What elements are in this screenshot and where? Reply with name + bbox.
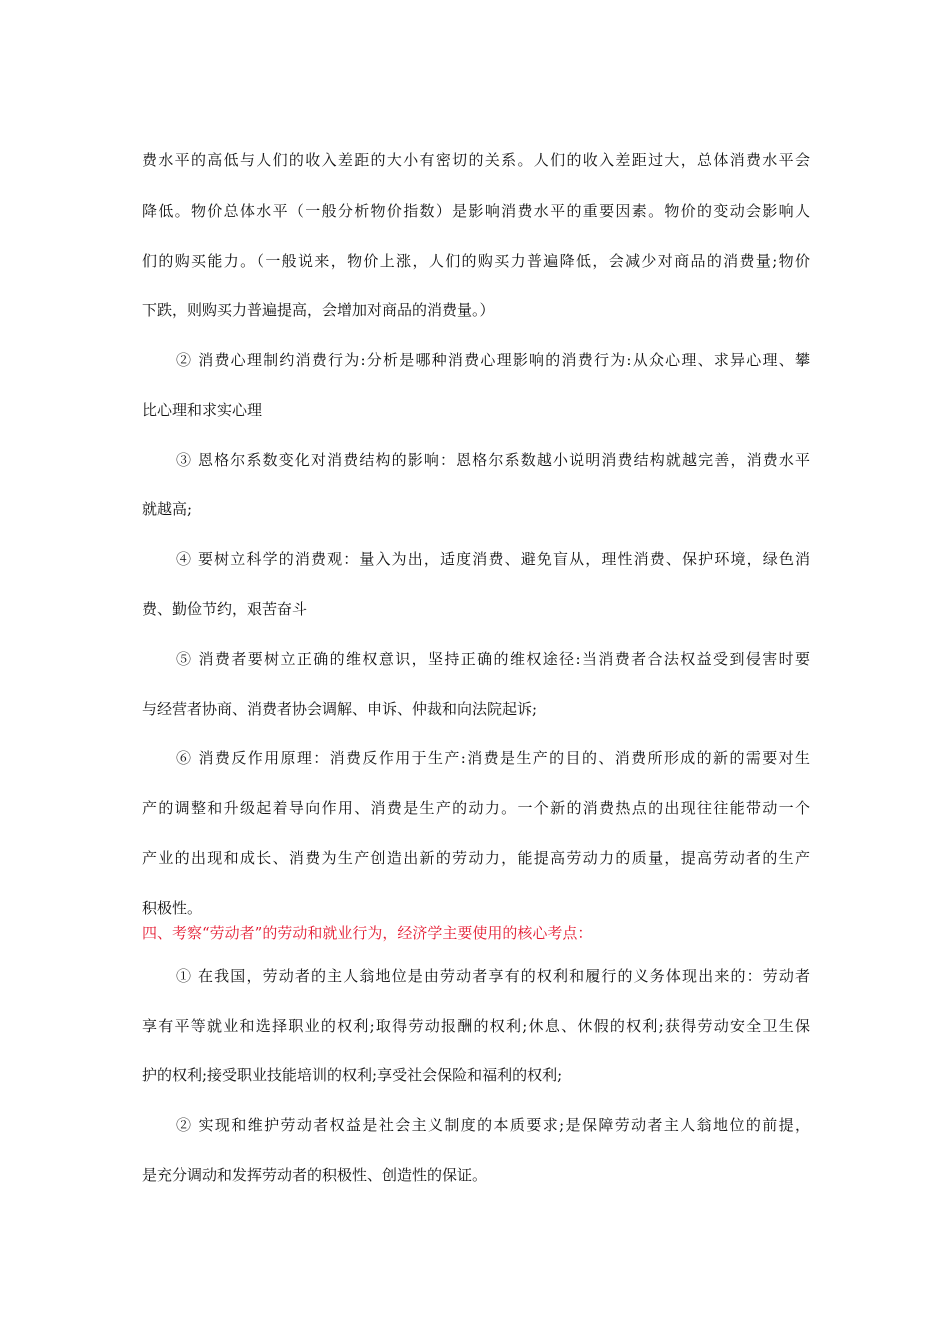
s4-item2-line1: ② 实现和维护劳动者权益是社会主义制度的本质要求;是保障劳动者主人翁地位的前提， [176,1116,810,1134]
item5-line1: ⑤ 消费者要树立正确的维权意识，坚持正确的维权途径:当消费者合法权益受到侵害时要 [176,650,810,668]
para1-line1: 费水平的高低与人们的收入差距的大小有密切的关系。人们的收入差距过大，总体消费水平会 [142,151,810,169]
item6-line3: 产业的出现和成长、消费为生产创造出新的劳动力，能提高劳动力的质量，提高劳动者的生产 [142,849,810,867]
item6-line4: 积极性。 [142,899,203,917]
item6-line2: 产的调整和升级起着导向作用、消费是生产的动力。一个新的消费热点的出现往往能带动一个 [142,799,810,817]
item5-line2: 与经营者协商、消费者协会调解、申诉、仲裁和向法院起诉; [142,700,538,718]
item4-line1: ④ 要树立科学的消费观：量入为出，适度消费、避免盲从，理性消费、保护环境，绿色消 [176,550,810,568]
item3-line2: 就越高; [142,500,193,518]
s4-item2-line2: 是充分调动和发挥劳动者的积极性、创造性的保证。 [142,1166,488,1184]
para1-line4: 下跌，则购买力普遍提高，会增加对商品的消费量。） [142,301,495,319]
item6-line1: ⑥ 消费反作用原理：消费反作用于生产:消费是生产的目的、消费所形成的新的需要对生 [176,749,810,767]
s4-item1-line1: ① 在我国，劳动者的主人翁地位是由劳动者享有的权利和履行的义务体现出来的：劳动者 [176,967,810,985]
s4-item1-line3: 护的权利;接受职业技能培训的权利;享受社会保险和福利的权利; [142,1066,563,1084]
item2-line2: 比心理和求实心理 [142,401,263,419]
para1-line3: 们的购买能力。（一般说来，物价上涨，人们的购买力普遍降低，会减少对商品的消费量;物价 [142,252,810,270]
s4-item1-line2: 享有平等就业和选择职业的权利;取得劳动报酬的权利;休息、休假的权利;获得劳动安全卫生保 [142,1017,810,1035]
item4-line2: 费、勤俭节约，艰苦奋斗 [142,600,308,618]
item3-line1: ③ 恩格尔系数变化对消费结构的影响：恩格尔系数越小说明消费结构就越完善，消费水平 [176,451,810,469]
section4-heading: 四、考察“劳动者”的劳动和就业行为，经济学主要使用的核心考点： [142,924,593,942]
para1-line2: 降低。物价总体水平（一般分析物价指数）是影响消费水平的重要因素。物价的变动会影响人 [142,202,810,220]
item2-line1: ② 消费心理制约消费行为:分析是哪种消费心理影响的消费行为:从众心理、求异心理、攀 [176,351,810,369]
